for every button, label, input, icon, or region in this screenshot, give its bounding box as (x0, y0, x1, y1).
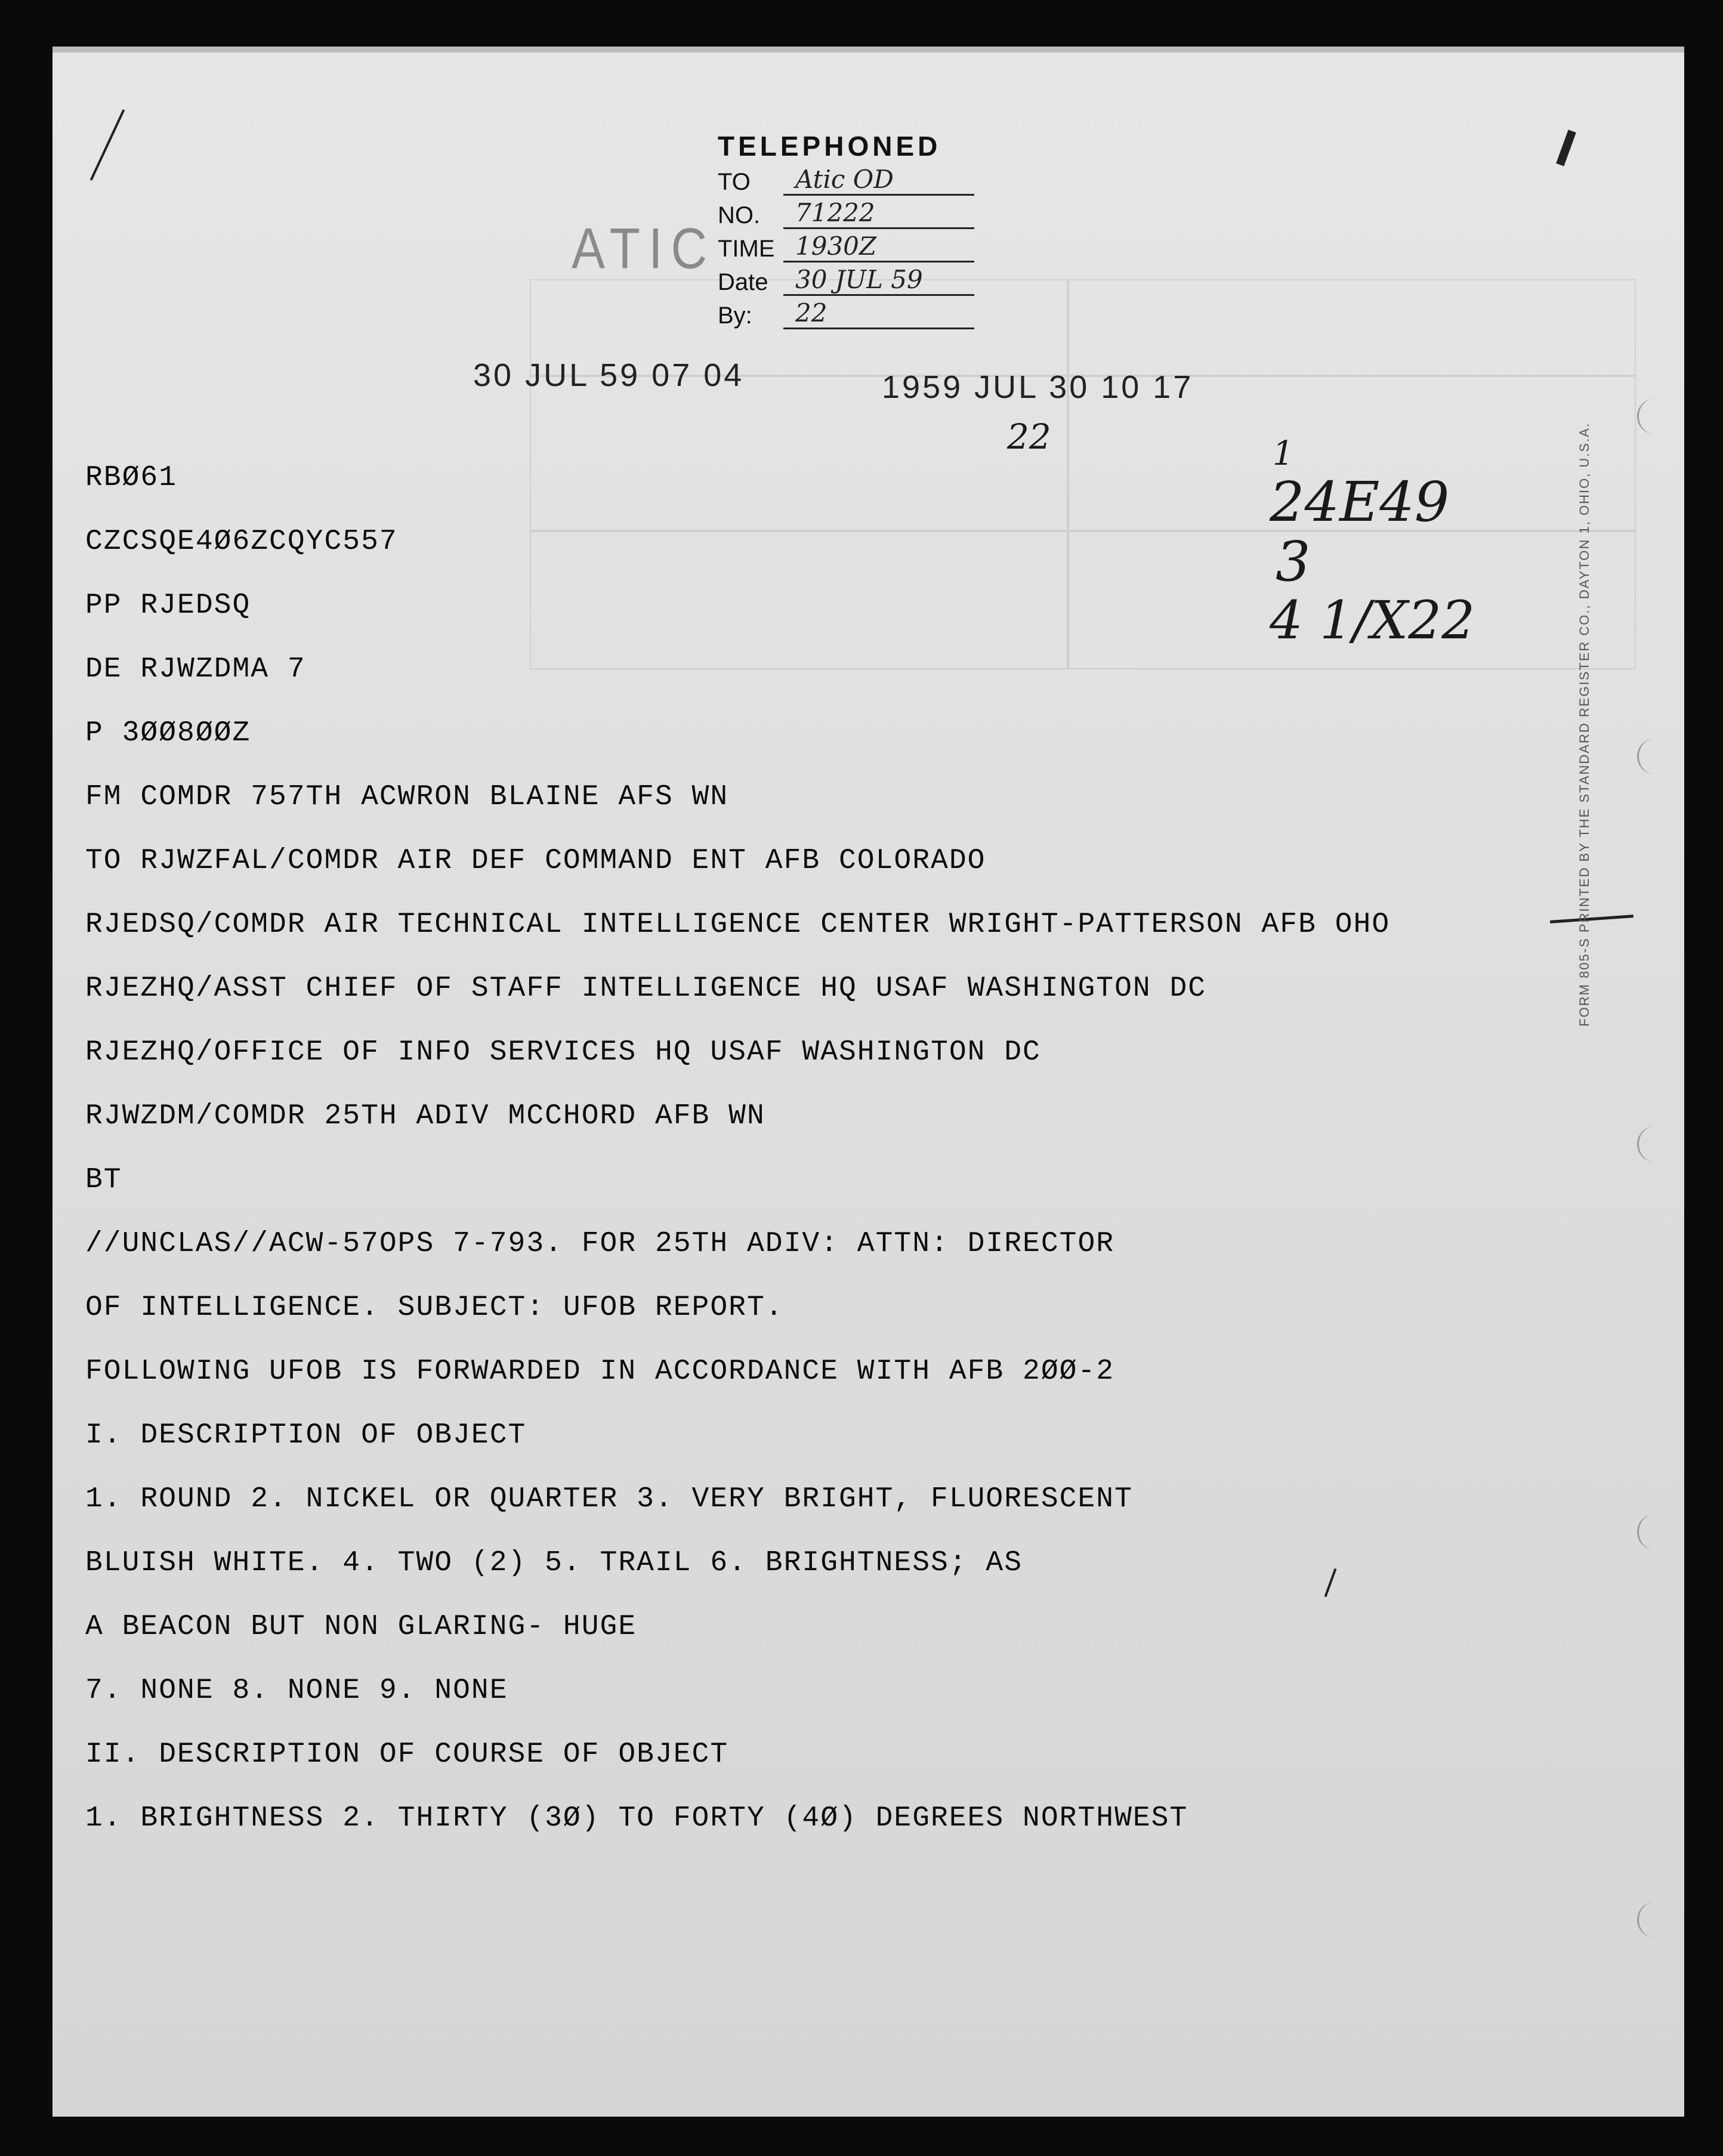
teletype-line: OF INTELLIGENCE. SUBJECT: UFOB REPORT. (85, 1292, 784, 1324)
teletype-line: RJEZHQ/OFFICE OF INFO SERVICES HQ USAF WASHINGTON DC (85, 1036, 1041, 1068)
form-edge-print: FORM 805-S PRINTED BY THE STANDARD REGISTER CO., DAYTON 1, OHIO, U.S.A. (1577, 422, 1592, 1027)
stamp-row-to (718, 162, 1076, 196)
stamp-value-date: 30 JUL 59 (783, 265, 974, 296)
stamp-row-by (718, 296, 1076, 329)
stamp-value-to: Atic OD (783, 165, 974, 196)
corner-mark (1556, 129, 1576, 166)
handwritten-note-2: 24E49 (1270, 470, 1450, 534)
teletype-line: RJEZHQ/ASST CHIEF OF STAFF INTELLIGENCE HQ USAF WASHINGTON DC (85, 972, 1207, 1005)
teletype-line: 1. BRIGHTNESS 2. THIRTY (3Ø) TO FORTY (4Ø) DEGREES NORTHWEST (85, 1802, 1188, 1834)
stamp-value-time: 1930Z (783, 231, 974, 262)
received-time-stamp: 30 JUL 59 07 04 (473, 357, 745, 393)
teletype-line: RBØ61 (85, 462, 178, 494)
corner-slash (90, 109, 125, 181)
atic-stamp: ATIC (572, 215, 716, 280)
handwritten-note-1: 1 (1273, 434, 1294, 473)
feed-hole (1637, 1902, 1660, 1938)
teletype-message (85, 446, 1517, 1851)
handwritten-initials: 22 (1007, 416, 1051, 457)
teletype-line: 7. NONE 8. NONE 9. NONE (85, 1675, 508, 1707)
teletype-line: //UNCLAS//ACW-57OPS 7-793. FOR 25TH ADIV: ATTN: DIRECTOR (85, 1228, 1115, 1260)
datetime-stamp: 1959 JUL 30 10 17 (882, 369, 1194, 405)
stamp-label-no: NO. (718, 202, 761, 228)
teletype-line: PP RJEDSQ (85, 589, 251, 622)
feed-hole (1637, 1514, 1660, 1550)
teletype-line: A BEACON BUT NON GLARING- HUGE (85, 1611, 637, 1643)
stamp-label-by: By: (718, 302, 752, 329)
stamp-row-date (718, 262, 1076, 296)
teletype-sheet (53, 47, 1684, 2117)
teletype-line: RJEDSQ/COMDR AIR TECHNICAL INTELLIGENCE CENTER WRIGHT-PATTERSON AFB OHO (85, 909, 1391, 941)
teletype-line: TO RJWZFAL/COMDR AIR DEF COMMAND ENT AFB COLORADO (85, 845, 986, 877)
stamp-label-to: TO (718, 169, 751, 195)
teletype-line: 1. ROUND 2. NICKEL OR QUARTER 3. VERY BRIGHT, FLUORESCENT (85, 1483, 1133, 1515)
teletype-line: P 3ØØ8ØØZ (85, 717, 251, 749)
teletype-line: RJWZDM/COMDR 25TH ADIV MCCHORD AFB WN (85, 1100, 765, 1132)
teletype-line: II. DESCRIPTION OF COURSE OF OBJECT (85, 1738, 729, 1771)
stamp-row-no (718, 196, 1076, 229)
handwritten-note-4: 4 1/X22 (1270, 589, 1475, 651)
telephoned-title: TELEPHONED (718, 131, 941, 162)
teletype-line: FM COMDR 757TH ACWRON BLAINE AFS WN (85, 781, 729, 813)
teletype-line: BT (85, 1164, 122, 1196)
teletype-line: DE RJWZDMA 7 (85, 653, 306, 685)
stamp-row-time (718, 229, 1076, 262)
handwritten-note-3: 3 (1276, 530, 1311, 594)
teletype-line: I. DESCRIPTION OF OBJECT (85, 1419, 527, 1451)
stamp-value-no: 71222 (783, 198, 974, 229)
stamp-label-date: Date (718, 269, 768, 295)
telephoned-stamp (718, 130, 1076, 329)
stamp-value-by: 22 (783, 298, 974, 329)
teletype-line: FOLLOWING UFOB IS FORWARDED IN ACCORDANCE WITH AFB 2ØØ-2 (85, 1355, 1115, 1388)
teletype-line: BLUISH WHITE. 4. TWO (2) 5. TRAIL 6. BRIGHTNESS; AS (85, 1547, 1023, 1579)
stamp-label-time: TIME (718, 236, 775, 262)
teletype-line: CZCSQE4Ø6ZCQYC557 (85, 526, 398, 558)
feed-hole (1637, 1126, 1660, 1162)
